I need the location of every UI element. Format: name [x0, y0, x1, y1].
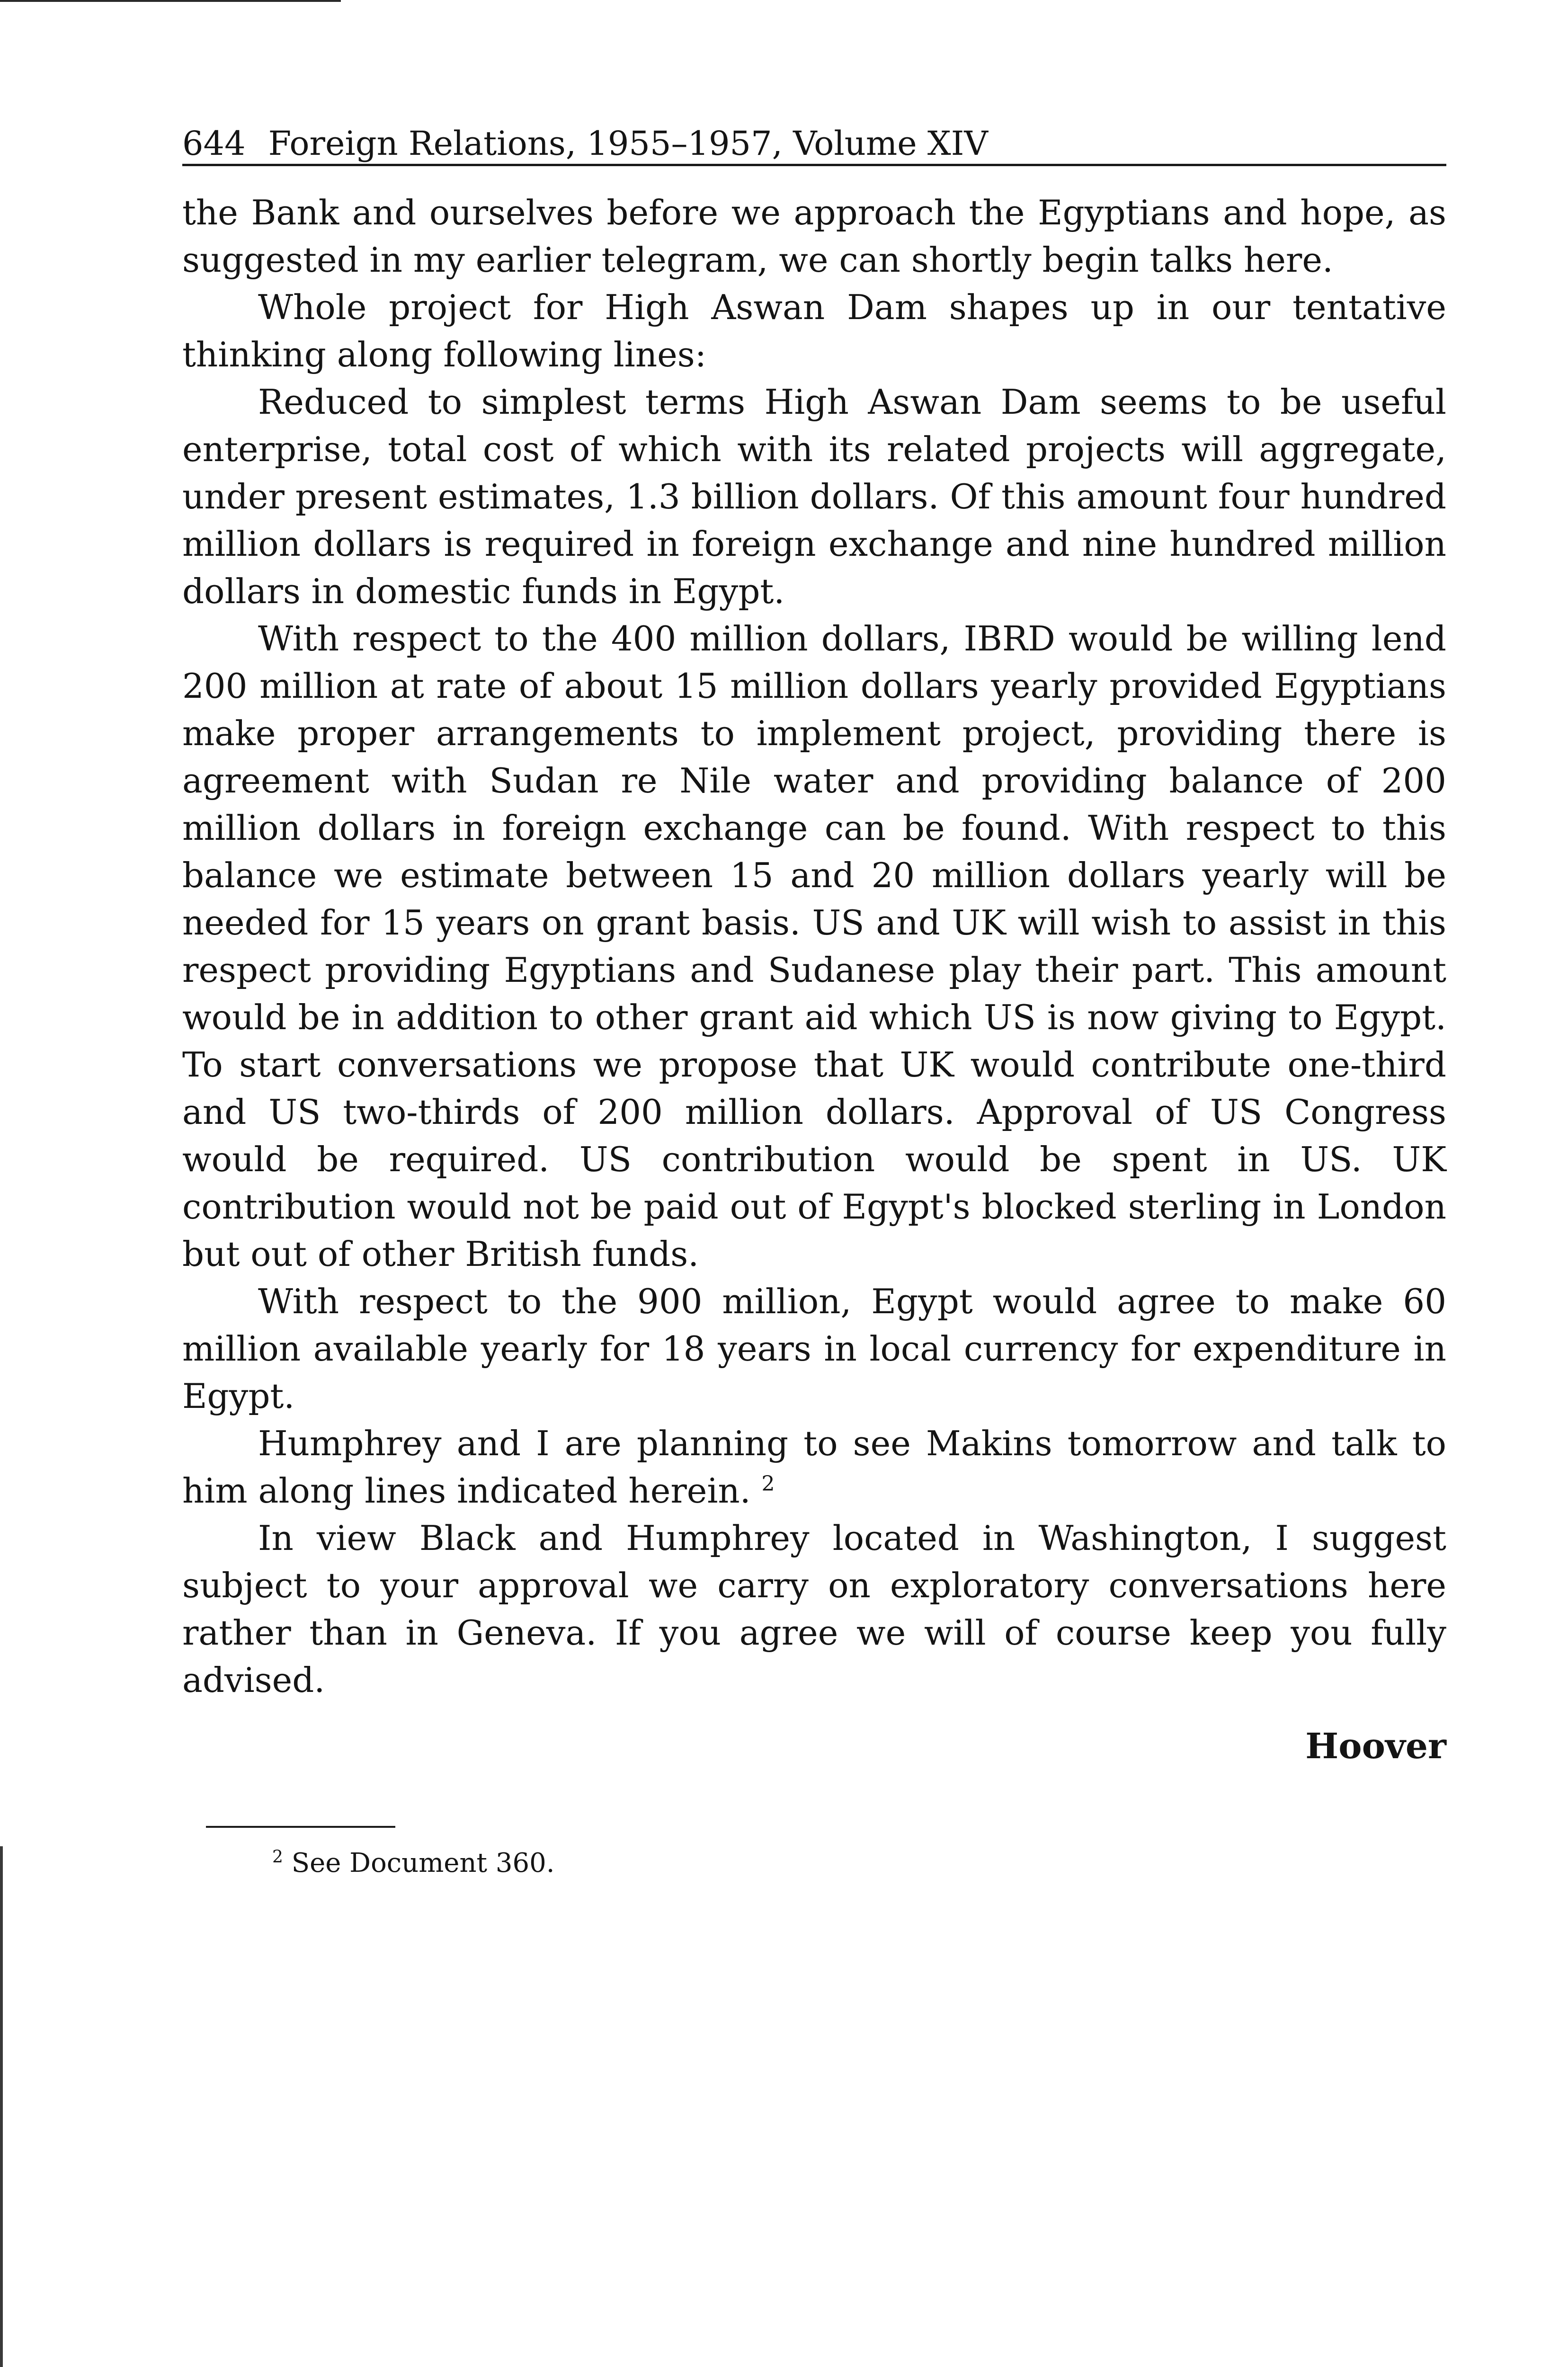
footnote-marker: 2 — [272, 1847, 283, 1867]
scan-edge-line — [0, 0, 341, 2]
footnote-divider — [206, 1826, 395, 1828]
paragraph-continuation: the Bank and ourselves before we approach the Egyptians and hope, as suggested in my earlier telegram, we can shortly begin talks here. — [182, 193, 1446, 280]
paragraph-local-currency: With respect to the 900 million, Egypt would agree to make 60 million available yearly for 18 years in local currency for expenditure in Egypt. — [182, 1281, 1446, 1416]
paragraph-makins-meeting — [182, 1420, 1446, 1514]
paragraph-foreign-exchange: With respect to the 400 million dollars, IBRD would be willing lend 200 million at rate of about 15 million dollars yearly provided Egyptians make proper arrangements to implement project, providing there is agreement with Sudan re Nile water and providing balance of 200 million dollars in foreign exchange can be found. With respect to this balance we estimate between 15 and 20 million dollars yearly will be needed for 15 years on grant basis. US and UK will wish to assist in this respect providing Egyptians and Sudanese play their part. This amount would be in addition to other grant aid which US is now giving to Egypt. To start conversations we propose that UK would contribute one-third and US two-thirds of 200 million dollars. Approval of US Congress would be required. US contribution would be spent in US. UK contribution would not be paid out of Egypt's blocked sterling in London but out of other British funds. — [182, 619, 1446, 1274]
page-number: 644 — [182, 124, 246, 163]
running-header — [182, 125, 1446, 166]
paragraph-washington-talks: In view Black and Humphrey located in Washington, I suggest subject to your approval we carry on exploratory conversations here rather than in Geneva. If you agree we will of course keep you fully advised. — [182, 1518, 1446, 1700]
footnote-text: See Document 360. — [291, 1848, 555, 1878]
telegram-body — [182, 189, 1446, 1704]
footnote-reference[interactable]: 2 — [761, 1472, 775, 1496]
paragraph-project-outline: Whole project for High Aswan Dam shapes up in our tentative thinking along following lines: — [182, 287, 1446, 374]
footnote — [272, 1847, 1446, 1880]
publication-title: Foreign Relations, 1955–1957, Volume XIV — [268, 124, 988, 163]
document-page — [182, 125, 1446, 1880]
paragraph-total-cost: Reduced to simplest terms High Aswan Dam seems to be useful enterprise, total cost of which with its related projects will aggregate, under present estimates, 1.3 billion dollars. Of this amount four hundred million dollars is required in foreign exchange and nine hundred million dollars in domestic funds in Egypt. — [182, 382, 1446, 611]
scan-edge-shadow — [0, 1846, 3, 2367]
paragraph-makins-text: Humphrey and I are planning to see Makins tomorrow and talk to him along lines indicated herein. — [182, 1424, 1446, 1511]
signature: Hoover — [1305, 1726, 1446, 1767]
